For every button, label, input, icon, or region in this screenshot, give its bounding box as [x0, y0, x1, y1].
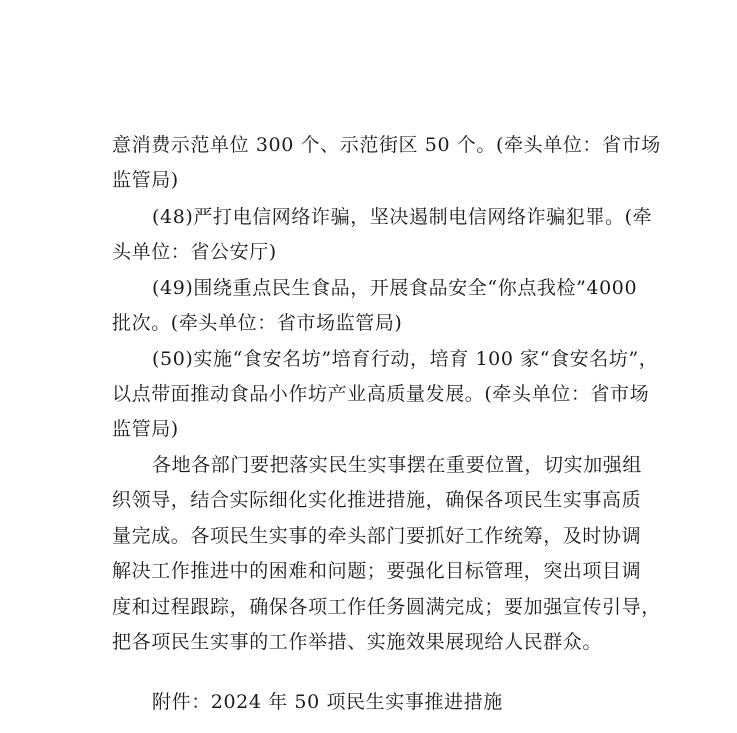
paragraph-line-4: 解决工作推进中的困难和问题；要强化目标管理，突出项目调	[112, 560, 642, 582]
item-48-line-1: (48)严打电信网络诈骗，坚决遏制电信网络诈骗犯罪。(牵	[152, 206, 653, 228]
paragraph-line-2: 织领导，结合实际细化实化推进措施，确保各项民生实事高质	[112, 489, 642, 511]
attachment-line: 附件：2024 年 50 项民生实事推进措施	[152, 691, 503, 713]
paragraph-line-1: 各地各部门要把落实民生实事摆在重要位置，切实加强组	[152, 454, 643, 476]
item-48-line-2: 头单位：省公安厅)	[112, 241, 277, 263]
paragraph-line-6: 把各项民生实事的工作举措、实施效果展现给人民群众。	[112, 631, 603, 653]
item-50-line-2: 以点带面推动食品小作坊产业高质量发展。(牵头单位：省市场	[112, 383, 650, 405]
paragraph-line-3: 量完成。各项民生实事的牵头部门要抓好工作统筹，及时协调	[112, 525, 642, 547]
text-line-2: 监管局)	[112, 169, 179, 191]
item-50-line-1: (50)实施“食安名坊”培育行动，培育 100 家“食安名坊”，	[152, 348, 659, 370]
paragraph-line-5: 度和过程跟踪，确保各项工作任务圆满完成；要加强宣传引导，	[112, 596, 661, 618]
item-50-line-3: 监管局)	[112, 418, 179, 440]
item-49-line-2: 批次。(牵头单位：省市场监管局)	[112, 312, 403, 334]
text-line-1: 意消费示范单位 300 个、示范街区 50 个。(牵头单位：省市场	[112, 134, 661, 156]
item-49-line-1: (49)围绕重点民生食品，开展食品安全“你点我检”4000	[152, 277, 638, 299]
